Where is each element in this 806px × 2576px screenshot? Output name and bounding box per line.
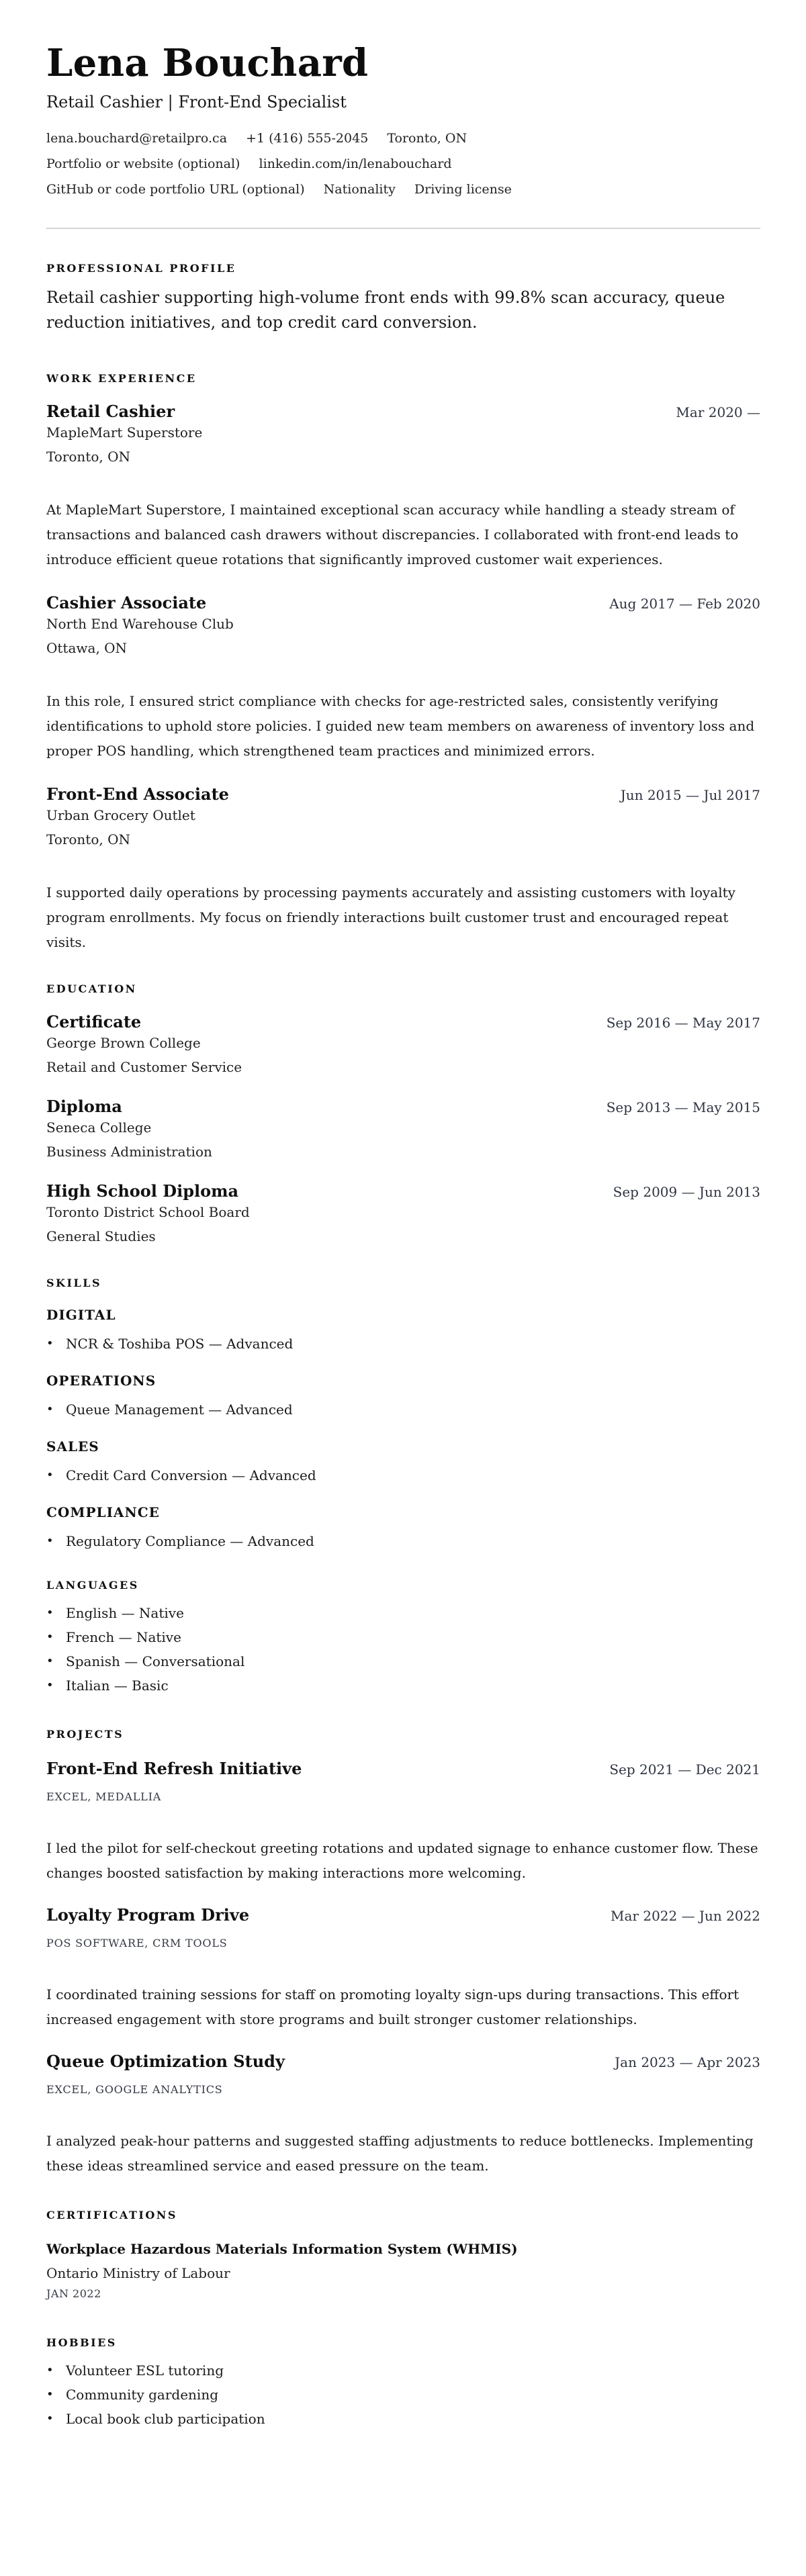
company-name: North End Warehouse Club [46, 616, 234, 632]
job-description: At MapleMart Superstore, I maintained exceptional scan accuracy while handling a steady stream of transactions and balanced cash drawers without discrepancies. I collaborated with front-end leads to introduce efficient queue rotations that significantly improved customer wait experiences. [46, 502, 739, 567]
skill-item: • NCR & Toshiba POS — Advanced [46, 1334, 760, 1354]
education-dates: Sep 2016 — May 2017 [606, 1015, 760, 1031]
skill-group-title: COMPLIANCE [46, 1504, 160, 1520]
project-title: Loyalty Program Drive [46, 1905, 250, 1925]
school-name: Seneca College [46, 1119, 152, 1136]
job-title: Cashier Associate [46, 593, 207, 612]
education-entry [46, 1011, 760, 1077]
resume-header [46, 39, 760, 229]
header-divider [46, 228, 760, 229]
candidate-title: Retail Cashier | Front-End Specialist [46, 93, 347, 111]
school-name: Toronto District School Board [46, 1204, 250, 1220]
project-title: Queue Optimization Study [46, 2052, 285, 2071]
project-tags: POS SOFTWARE, CRM TOOLS [46, 1937, 228, 1949]
skill-group-title: DIGITAL [46, 1307, 116, 1323]
project-dates: Jan 2023 — Apr 2023 [615, 2054, 760, 2070]
field-of-study: Business Administration [46, 1144, 212, 1160]
job-description: In this role, I ensured strict compliance with checks for age-restricted sales, consistently verifying identifications to uphold store policies. I guided new team members on awareness of inventory loss and proper POS handling, which strengthened team practices and minimized errors. [46, 693, 755, 759]
section-heading: WORK EXPERIENCE [46, 372, 197, 385]
project-tags: EXCEL, MEDALLIA [46, 1790, 162, 1803]
job-location: Toronto, ON [46, 831, 130, 847]
language-item: • Spanish — Conversational [46, 1649, 760, 1673]
skills-section [46, 1276, 760, 1551]
project-entry [46, 2051, 760, 2178]
company-name: MapleMart Superstore [46, 424, 203, 441]
skill-group [46, 1371, 760, 1420]
experience-entry [46, 784, 760, 955]
field-of-study: Retail and Customer Service [46, 1059, 242, 1075]
nationality: Nationality [323, 182, 396, 197]
project-dates: Mar 2022 — Jun 2022 [611, 1908, 760, 1924]
email-link[interactable]: lena.bouchard@retailpro.ca [46, 131, 228, 146]
portfolio-link[interactable]: Portfolio or website (optional) [46, 156, 240, 171]
job-title: Retail Cashier [46, 402, 175, 421]
company-name: Urban Grocery Outlet [46, 807, 195, 823]
linkedin-link[interactable]: linkedin.com/in/lenabouchard [259, 156, 452, 171]
certification-issuer: Ontario Ministry of Labour [46, 2265, 230, 2281]
job-location: Toronto, ON [46, 449, 130, 465]
education-entry [46, 1096, 760, 1162]
job-description: I supported daily operations by processing payments accurately and assisting customers with loyalty program enrollments. My focus on friendly interactions built customer trust and encouraged repeat visits. [46, 884, 735, 950]
project-title: Front-End Refresh Initiative [46, 1759, 302, 1778]
section-heading: HOBBIES [46, 2336, 117, 2349]
hobby-item: • Local book club participation [46, 2407, 760, 2431]
language-item: • French — Native [46, 1625, 760, 1649]
project-description: I led the pilot for self-checkout greeting rotations and updated signage to enhance customer flow. These changes boosted satisfaction by making interactions more welcoming. [46, 1840, 758, 1881]
section-heading: PROJECTS [46, 1728, 124, 1741]
project-description: I coordinated training sessions for staff on promoting loyalty sign-ups during transactions. This effort increased engagement with store programs and built stronger customer relationships. [46, 1986, 740, 2027]
github-link[interactable]: GitHub or code portfolio URL (optional) [46, 182, 305, 197]
certification-entry [46, 2239, 760, 2302]
field-of-study: General Studies [46, 1228, 156, 1244]
candidate-name: Lena Bouchard [46, 41, 369, 85]
projects-section [46, 1727, 760, 2178]
section-heading: SKILLS [46, 1277, 101, 1289]
profile-section [46, 261, 760, 335]
skill-group [46, 1503, 760, 1551]
job-dates: Jun 2015 — Jul 2017 [620, 787, 760, 803]
degree-title: Certificate [46, 1012, 142, 1031]
phone: +1 (416) 555-2045 [246, 131, 369, 146]
experience-section [46, 371, 760, 955]
skill-group [46, 1437, 760, 1485]
experience-entry [46, 592, 760, 764]
section-heading: LANGUAGES [46, 1579, 139, 1592]
hobby-item: • Volunteer ESL tutoring [46, 2358, 760, 2383]
contact-line-2 [46, 154, 760, 173]
section-heading: EDUCATION [46, 982, 137, 995]
job-dates: Aug 2017 — Feb 2020 [609, 596, 760, 612]
contact-line-3 [46, 180, 760, 199]
job-location: Ottawa, ON [46, 640, 128, 656]
profile-summary: Retail cashier supporting high-volume front ends with 99.8% scan accuracy, queue reduction initiatives, and top credit card conversion. [46, 288, 725, 332]
skill-item: • Credit Card Conversion — Advanced [46, 1465, 760, 1485]
project-dates: Sep 2021 — Dec 2021 [609, 1761, 760, 1778]
hobbies-section [46, 2336, 760, 2431]
experience-entry [46, 401, 760, 572]
education-dates: Sep 2009 — Jun 2013 [613, 1184, 760, 1200]
location: Toronto, ON [387, 131, 467, 146]
certification-date: JAN 2022 [46, 2287, 101, 2300]
education-entry [46, 1181, 760, 1246]
project-tags: EXCEL, GOOGLE ANALYTICS [46, 2083, 223, 2096]
certifications-section [46, 2208, 760, 2302]
skill-item: • Queue Management — Advanced [46, 1399, 760, 1420]
job-dates: Mar 2020 — [676, 404, 760, 420]
education-section [46, 982, 760, 1246]
skill-group-title: OPERATIONS [46, 1373, 156, 1389]
languages-section [46, 1578, 760, 1698]
section-heading: CERTIFICATIONS [46, 2209, 177, 2221]
skill-group [46, 1305, 760, 1354]
project-description: I analyzed peak-hour patterns and suggested staffing adjustments to reduce bottlenecks. Implementing these ideas streamlined service and eased pressure on the team. [46, 2133, 754, 2174]
school-name: George Brown College [46, 1035, 201, 1051]
job-title: Front-End Associate [46, 784, 229, 804]
degree-title: High School Diploma [46, 1181, 239, 1201]
contact-line-1 [46, 129, 760, 148]
skill-group-title: SALES [46, 1438, 99, 1455]
language-item: • Italian — Basic [46, 1673, 760, 1698]
certification-title: Workplace Hazardous Materials Information System (WHMIS) [46, 2241, 518, 2257]
skill-item: • Regulatory Compliance — Advanced [46, 1531, 760, 1551]
driving-license: Driving license [414, 182, 512, 197]
project-entry [46, 1904, 760, 2032]
section-heading: PROFESSIONAL PROFILE [46, 262, 236, 275]
hobby-item: • Community gardening [46, 2383, 760, 2407]
language-item: • English — Native [46, 1601, 760, 1625]
degree-title: Diploma [46, 1097, 122, 1116]
project-entry [46, 1758, 760, 1886]
education-dates: Sep 2013 — May 2015 [606, 1099, 760, 1115]
